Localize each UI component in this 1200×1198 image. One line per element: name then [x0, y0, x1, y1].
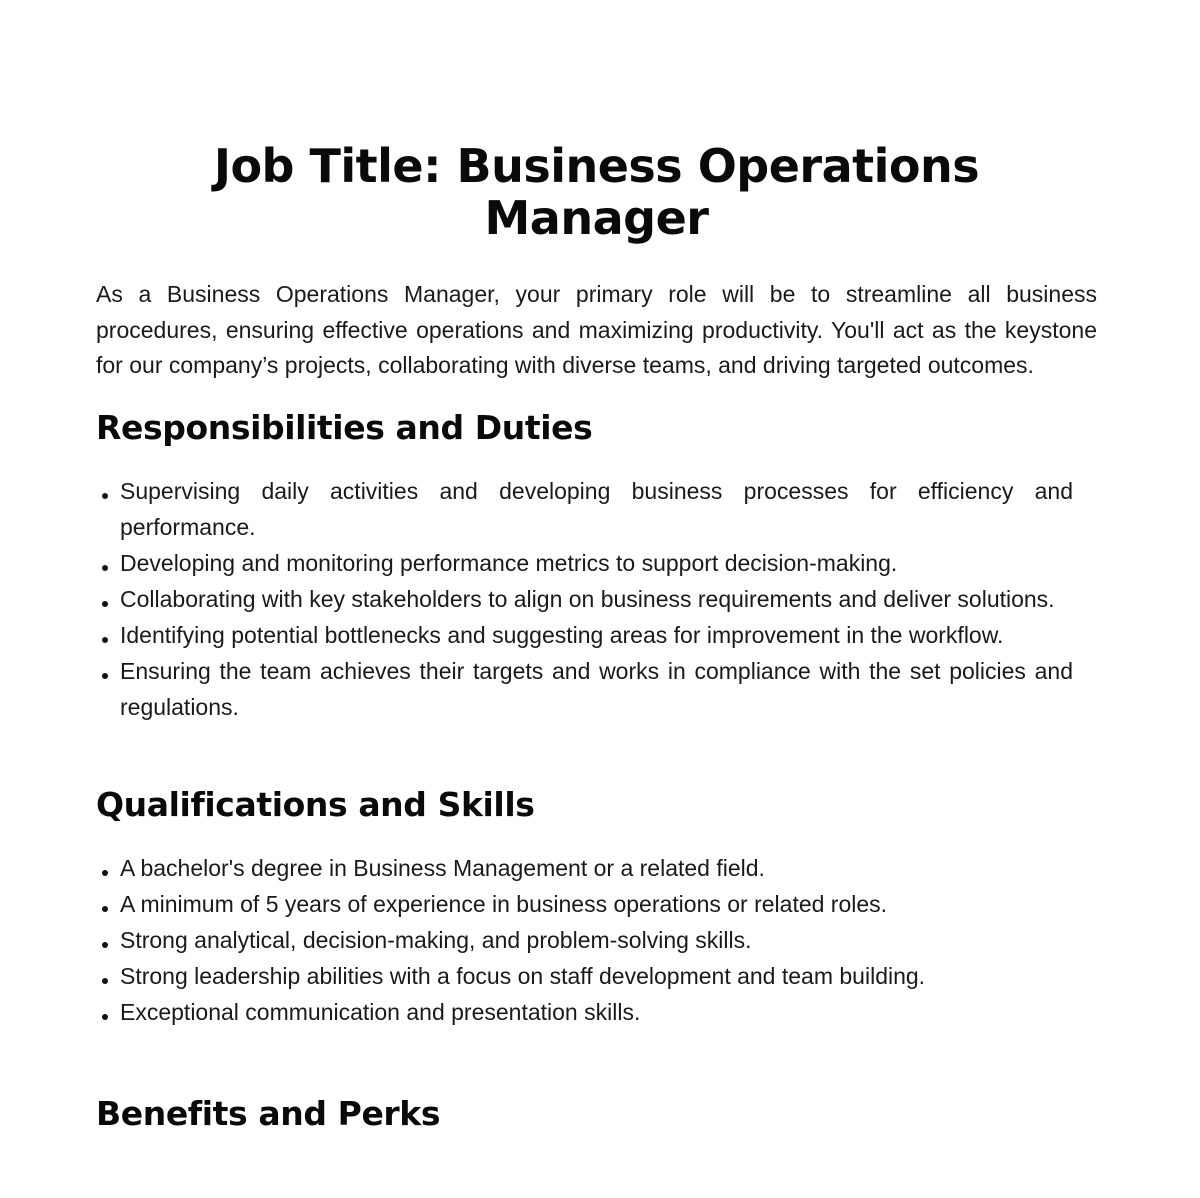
bullet-icon	[102, 978, 108, 984]
bullet-icon	[102, 673, 108, 679]
responsibilities-list	[96, 473, 1097, 725]
list-item	[96, 473, 1073, 545]
list-item-text: Supervising daily activities and developing business processes for efficiency and performance.	[120, 477, 1073, 540]
list-item	[96, 545, 1073, 581]
list-item	[96, 994, 1073, 1030]
list-item	[96, 886, 1073, 922]
list-item-text: A minimum of 5 years of experience in business operations or related roles.	[120, 890, 888, 917]
qualifications-heading: Qualifications and Skills	[96, 784, 535, 824]
bullet-icon	[102, 870, 108, 876]
list-item	[96, 581, 1073, 617]
list-item	[96, 958, 1073, 994]
list-item	[96, 617, 1073, 653]
list-item	[96, 653, 1073, 725]
list-item-text: Ensuring the team achieves their targets and works in compliance with the set policies and regulations.	[120, 657, 1073, 720]
bullet-icon	[102, 637, 108, 643]
bullet-icon	[102, 942, 108, 948]
bullet-icon	[102, 906, 108, 912]
list-item-text: Collaborating with key stakeholders to align on business requirements and deliver solutions.	[120, 585, 1055, 612]
list-item	[96, 922, 1073, 958]
bullet-icon	[102, 601, 108, 607]
bullet-icon	[102, 565, 108, 571]
list-item-text: Exceptional communication and presentation skills.	[120, 998, 641, 1025]
list-item-text: Strong leadership abilities with a focus on staff development and team building.	[120, 962, 926, 989]
bullet-icon	[102, 1014, 108, 1020]
responsibilities-heading: Responsibilities and Duties	[96, 407, 593, 447]
list-item-text: Identifying potential bottlenecks and suggesting areas for improvement in the workflow.	[120, 621, 1004, 648]
list-item-text: Developing and monitoring performance metrics to support decision-making.	[120, 549, 898, 576]
list-item-text: Strong analytical, decision-making, and problem-solving skills.	[120, 926, 752, 953]
qualifications-list	[96, 850, 1097, 1030]
benefits-heading: Benefits and Perks	[96, 1093, 441, 1133]
list-item	[96, 850, 1073, 886]
list-item-text: A bachelor's degree in Business Management or a related field.	[120, 854, 765, 881]
bullet-icon	[102, 493, 108, 499]
page-title: Job Title: Business Operations Manager	[213, 139, 980, 245]
intro-paragraph: As a Business Operations Manager, your primary role will be to streamline all business procedures, ensuring effective operations and maximizing productivity. You'll act as the keystone for our company’s projects, collaborating with diverse teams, and driving targeted outcomes.	[96, 281, 1097, 378]
